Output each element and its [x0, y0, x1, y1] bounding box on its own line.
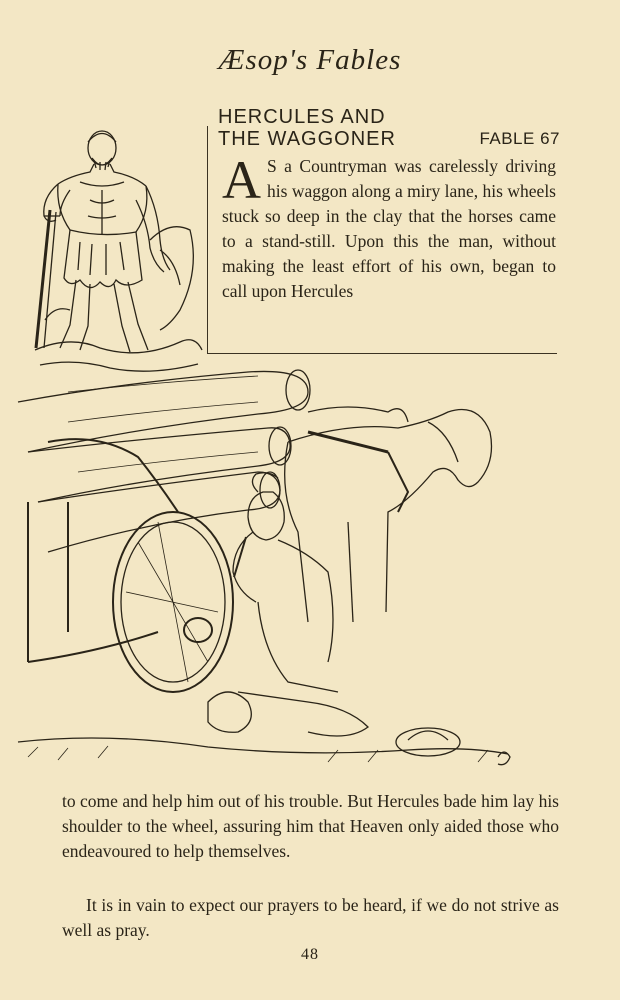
opening-text: S a Countryman was carelessly driving his waggon along a miry lane, his wheels stuck so deep in the clay that the horses came to a stand-still. Upon this the man, without making the least effort of his own, began to call upon Hercules [222, 156, 556, 301]
waggoner-illustration [8, 362, 520, 782]
hercules-illustration [30, 120, 205, 385]
page-number: 48 [301, 946, 319, 963]
fable-moral: It is in vain to expect our prayers to be heard, if we do not strive as well as pray. [62, 895, 559, 940]
fable-title-line-2: THE WAGGONER [218, 128, 396, 150]
frame-rule-vertical [207, 126, 208, 354]
drop-cap: A [222, 150, 261, 210]
fable-title [218, 106, 560, 150]
fable-title-line-1: HERCULES AND [218, 106, 386, 128]
fable-opening-paragraph [222, 150, 556, 304]
fable-continuation-paragraph: to come and help him out of his trouble. But Hercules bade him lay his shoulder to the wheel, assuring him that Heaven only aided those who endeavoured to help themselves. [62, 791, 559, 861]
running-head: Æsop's Fables [218, 44, 402, 76]
frame-rule-horizontal [207, 353, 557, 354]
fable-number: FABLE 67 [479, 129, 560, 148]
